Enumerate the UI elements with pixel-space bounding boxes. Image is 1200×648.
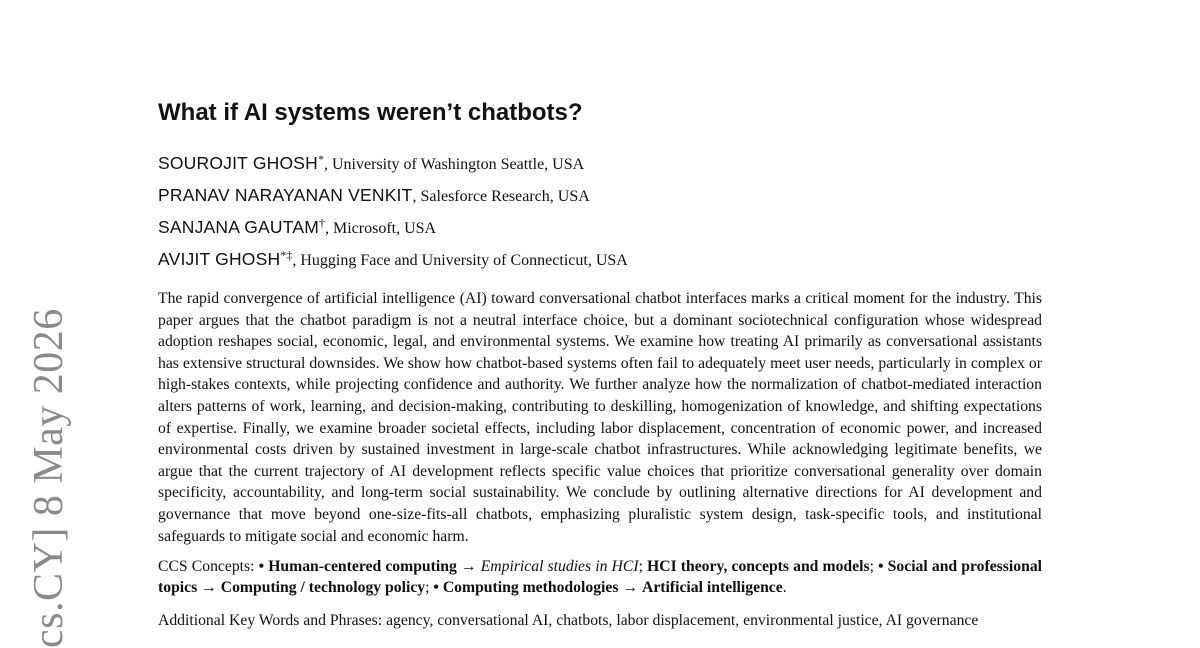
ccs-concept-sub: Artificial intelligence xyxy=(642,578,783,596)
author-footnote-mark: * xyxy=(318,152,324,166)
ccs-concept-top: Computing methodologies xyxy=(442,578,619,596)
ccs-arrow: → xyxy=(197,578,221,596)
ccs-separator: ; xyxy=(869,558,879,576)
author-name: SANJANA GAUTAM xyxy=(158,217,319,237)
abstract: The rapid convergence of artificial intelligence (AI) toward conversational chatbot interfaces marks a critical moment for the industry. This paper argues that the chatbot paradigm is not a neutral interface choice, but a dominant sociotechnical configuration whose widespread adoption reshapes social, economic, legal, and environmental systems. We examine how treating AI primarily as conversational assistants has extensive structural downsides. We show how chatbot-based systems often fail to adequately meet user needs, particularly in complex or high-stakes contexts, while projecting confidence and authority. We further analyze how the normalization of chatbot-mediated interaction alters patterns of work, learning, and decision-making, contributing to deskilling, homogenization of knowledge, and shifting expectations of expertise. Finally, we examine broader societal effects, including labor displacement, concentration of economic power, and increased environmental costs driven by sustained investment in large-scale chatbot infrastructures. While acknowledging legitimate benefits, we argue that the current trajectory of AI development reflects specific value choices that prioritize conversational generality over domain specificity, accountability, and long-term social sustainability. We conclude by outlining alternative directions for AI development and governance that move beyond one-size-fits-all chatbots, emphasizing pluralistic system design, task-specific tools, and institutional safeguards to mitigate social and economic harm. xyxy=(158,290,1042,545)
author-line xyxy=(158,178,1042,210)
ccs-concept-sub: HCI theory, concepts and models xyxy=(647,558,870,576)
ccs-concepts xyxy=(158,557,1042,598)
paper-title: What if AI systems weren’t chatbots? xyxy=(158,99,583,126)
ccs-arrow: → xyxy=(618,578,643,596)
author-line xyxy=(158,210,1042,242)
ccs-label: CCS Concepts: xyxy=(158,558,259,576)
arxiv-side-label: cs.CY] 8 May 2026 xyxy=(26,308,72,648)
author-name: PRANAV NARAYANAN VENKIT xyxy=(158,185,413,205)
ccs-concept-sub: Empirical studies in HCI xyxy=(480,558,639,576)
ccs-separator: ; xyxy=(638,558,648,576)
ccs-end: . xyxy=(782,578,787,596)
ccs-bullet: • xyxy=(433,578,443,596)
author-footnote-mark: *‡ xyxy=(280,248,293,262)
ccs-bullet: • xyxy=(878,558,888,576)
author-affiliation: , Hugging Face and University of Connecticut, USA xyxy=(292,252,628,269)
author-footnote-mark: † xyxy=(318,216,325,230)
ccs-bullet: • xyxy=(258,558,269,576)
paper-page xyxy=(158,98,1042,647)
ccs-concept-top: Social and professional topics xyxy=(158,558,1043,596)
ccs-concept-top: Human-centered computing xyxy=(268,558,457,576)
author-affiliation: , Microsoft, USA xyxy=(324,220,437,237)
ccs-concept-sub: Computing / technology policy xyxy=(220,578,426,596)
ccs-arrow: → xyxy=(456,558,481,576)
author-line xyxy=(158,242,1042,274)
author-affiliation: , University of Washington Seattle, USA xyxy=(324,156,585,173)
author-name: AVIJIT GHOSH xyxy=(158,249,281,269)
ccs-separator: ; xyxy=(425,578,434,596)
author-line xyxy=(158,146,1042,178)
author-affiliation: , Salesforce Research, USA xyxy=(412,188,590,205)
keywords: Additional Key Words and Phrases: agency, conversational AI, chatbots, labor displacement, environmental justice, AI governance xyxy=(158,611,979,629)
author-list xyxy=(158,146,1042,274)
author-name: SOUROJIT GHOSH xyxy=(158,153,318,173)
